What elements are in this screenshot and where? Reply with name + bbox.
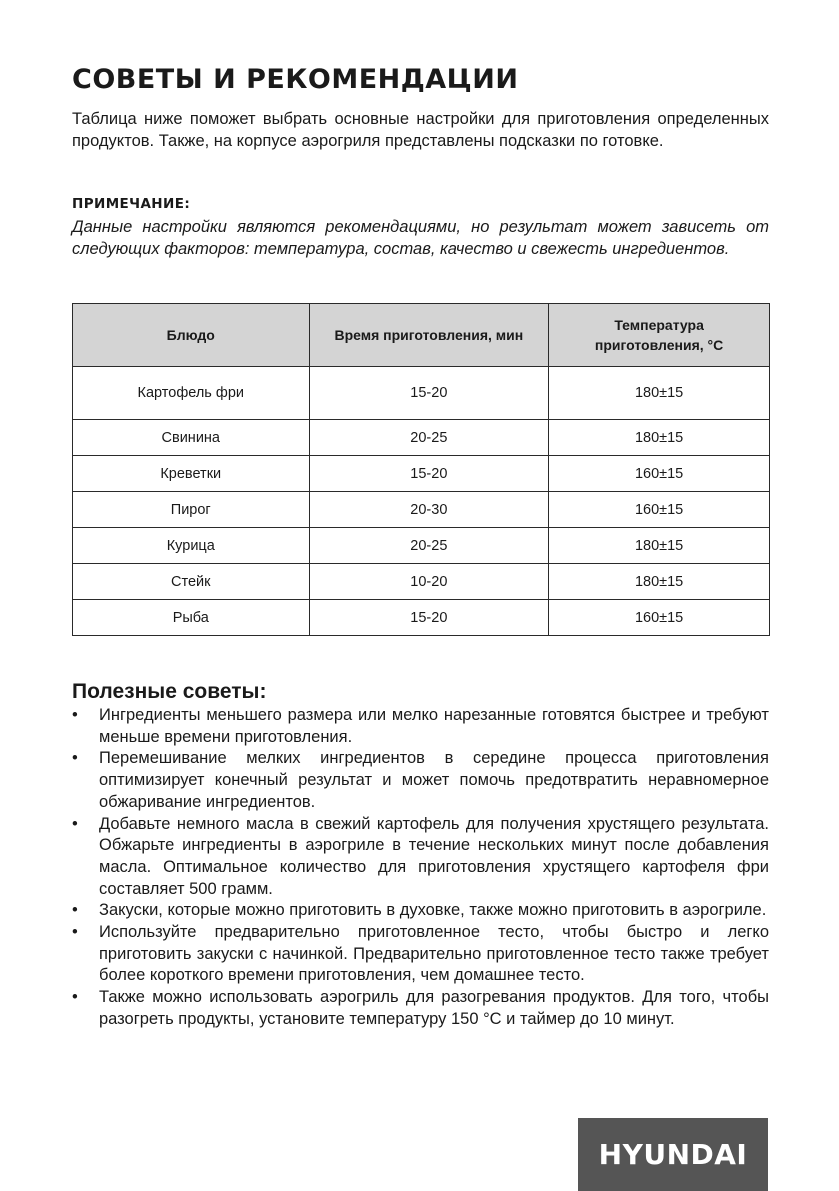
bullet-icon: •	[72, 749, 78, 768]
note-text: Данные настройки являются рекомендациями, но результат может зависеть от следующих факторов: температура, состав, качество и свежесть ингредиентов.	[72, 218, 769, 258]
list-item: • Закуски, которые можно приготовить в духовке, также можно приготовить в аэрогриле.	[72, 900, 769, 922]
time-cell: 15-20	[309, 367, 549, 420]
table-header-row	[73, 304, 770, 367]
list-item: • Используйте предварительно приготовленное тесто, чтобы быстро и легко приготовить закуски с начинкой. Предварительно приготовленное тесто также требует более короткого времени приготовления, чем домашнее тесто.	[72, 923, 769, 985]
dish-cell: Рыба	[73, 600, 310, 636]
header-temperature: Температура приготовления, °С	[549, 304, 770, 367]
page-title: СОВЕТЫ И РЕКОМЕНДАЦИИ	[72, 64, 519, 95]
dish-cell: Курица	[73, 528, 310, 564]
temperature-cell: 180±15	[549, 564, 770, 600]
dish-cell: Креветки	[73, 456, 310, 492]
table-row	[73, 456, 770, 492]
note-heading: ПРИМЕЧАНИЕ:	[72, 196, 191, 212]
cooking-settings-table	[72, 303, 770, 636]
table-row	[73, 420, 770, 456]
time-cell: 20-25	[309, 528, 549, 564]
bullet-icon: •	[72, 923, 78, 942]
time-cell: 10-20	[309, 564, 549, 600]
time-cell: 20-30	[309, 492, 549, 528]
temperature-cell: 180±15	[549, 367, 770, 420]
dish-cell: Свинина	[73, 420, 310, 456]
dish-cell: Пирог	[73, 492, 310, 528]
header-dish: Блюдо	[73, 304, 310, 367]
time-cell: 15-20	[309, 600, 549, 636]
header-time: Время приготовления, мин	[309, 304, 549, 367]
list-item: • Перемешивание мелких ингредиентов в середине процесса приготовления оптимизирует конечный результат и может помочь предотвратить неравномерное обжаривание ингредиентов.	[72, 749, 769, 811]
bullet-icon: •	[72, 706, 78, 724]
table-row	[73, 492, 770, 528]
list-item: • Также можно использовать аэрогриль для разогревания продуктов. Для того, чтобы разогреть продукты, установите температуру 150 °С и таймер до 10 минут.	[72, 988, 769, 1028]
table-row	[73, 528, 770, 564]
list-item: • Добавьте немного масла в свежий картофель для получения хрустящего результата. Обжарьте ингредиенты в аэрогриле в течение нескольких минут после добавления масла. Оптимальное количество для приготовления хрустящего картофеля фри составляет 500 грамм.	[72, 814, 769, 898]
table-row	[73, 564, 770, 600]
dish-cell: Картофель фри	[73, 367, 310, 420]
temperature-cell: 180±15	[549, 528, 770, 564]
table-row	[73, 367, 770, 420]
list-item: • Ингредиенты меньшего размера или мелко нарезанные готовятся быстрее и требуют меньше времени приготовления.	[72, 706, 769, 746]
temperature-cell: 180±15	[549, 420, 770, 456]
brand-logo: HYUNDAI	[578, 1118, 768, 1191]
dish-cell: Стейк	[73, 564, 310, 600]
time-cell: 20-25	[309, 420, 549, 456]
intro-paragraph: Таблица ниже поможет выбрать основные настройки для приготовления определенных продуктов. Также, на корпусе аэрогриля представлены подсказки по готовке.	[72, 110, 769, 150]
tips-title: Полезные советы:	[72, 680, 267, 703]
tips-list	[72, 705, 769, 1031]
temperature-cell: 160±15	[549, 492, 770, 528]
table-row	[73, 600, 770, 636]
temperature-cell: 160±15	[549, 600, 770, 636]
temperature-cell: 160±15	[549, 456, 770, 492]
time-cell: 15-20	[309, 456, 549, 492]
bullet-icon: •	[72, 901, 78, 920]
bullet-icon: •	[72, 814, 78, 833]
bullet-icon: •	[72, 988, 78, 1007]
